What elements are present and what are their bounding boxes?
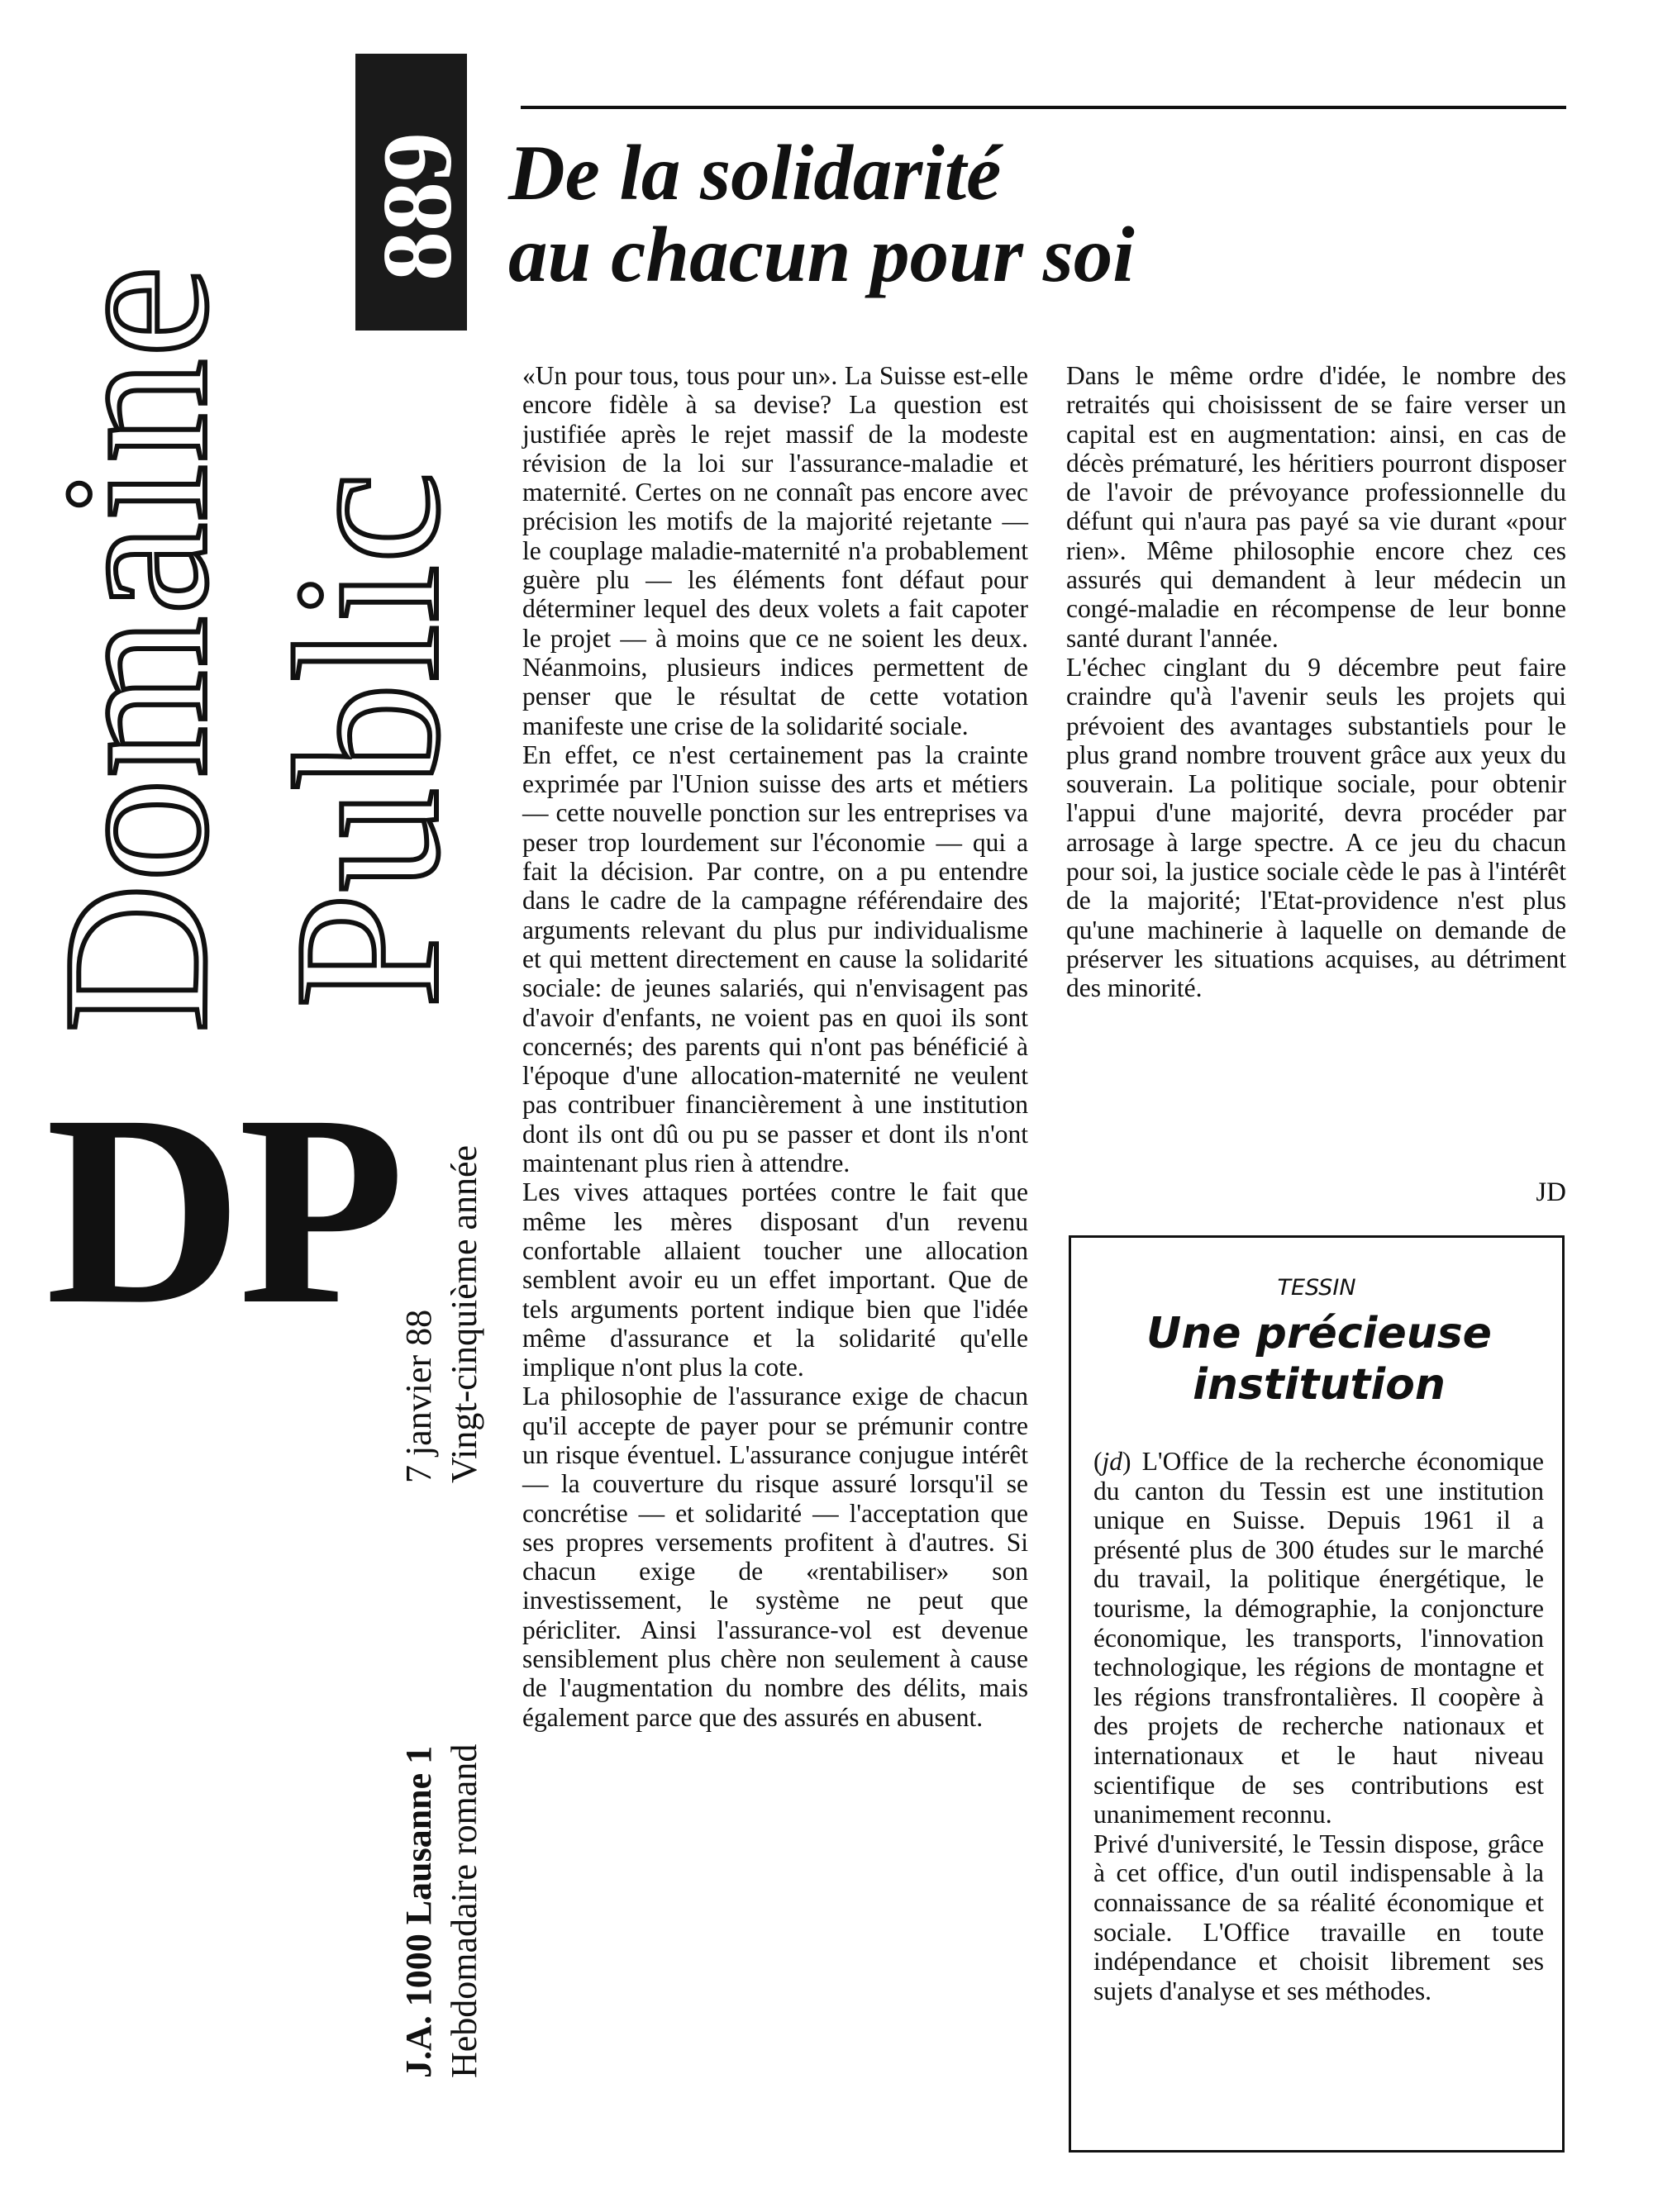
article-paragraph: Dans le même ordre d'idée, le nombre des retraités qui choisissent de se faire verser un capital est en augmentation: ainsi, en cas de décès prématuré, les héritiers pourront disposer de l'avoir de prévoyance professionnelle du défunt qui n'aura pas payé sa vie durant «pour rien». Même philosophie encore chez ces assurés qui demandent à leur médecin un congé-maladie en récompense de leur bonne santé durant l'année. [1066, 361, 1566, 653]
dp-logo: DP [45, 1059, 401, 1361]
article-column-1 [522, 361, 1028, 1732]
issue-number: 889 [362, 132, 472, 281]
sidebar-author: jd [1102, 1447, 1123, 1476]
sidebar-paragraph: Privé d'université, le Tessin dispose, grâce à cet office, d'un outil indispensable à la connaissance de sa réalité économique et sociale. L'Office travaille en toute indépendance et choisit librement ses sujets d'analyse et ses méthodes. [1093, 1829, 1544, 2005]
headline-line-1: De la solidarité [508, 129, 1002, 216]
sidebar-kicker: TESSIN [1277, 1275, 1356, 1301]
sidebar-paragraph: (jd) L'Office de la recherche économique du canton du Tessin est une institution unique en Suisse. Depuis 1961 il a présenté plus de 300 études sur le marché du travail, la politique énergétique, le tourisme, la démographie, la conjoncture économique, les transports, l'innovation technologique, les régions de montagne et les régions transfrontalières. Il coopère à des projets de recherche nationaux et internationaux et le haut niveau scientifique de ses contributions est unanimement reconnu. [1093, 1447, 1544, 1829]
article-signature: JD [1536, 1177, 1566, 1207]
article-paragraph: La philosophie de l'assurance exige de chacun qu'il accepte de payer pour se prémunir contre un risque éventuel. L'assurance conjugue intérêt — la couverture du risque assuré lorsqu'il se concrétise — et solidarité — l'acceptation que ses propres versements profitent à d'autres. Si chacun exige de «rentabiliser» son investissement, le système ne peut que péricliter. Ainsi l'assurance-vol est devenue sensiblement plus chère non seulement à cause de l'augmentation du nombre des délits, mais également parce que des assurés en abusent. [522, 1382, 1028, 1732]
sidebar-title-line-2: institution [1193, 1360, 1446, 1410]
article-paragraph: Les vives attaques portées contre le fait que même les mères disposant d'un revenu confortable allaient toucher une allocation semblent avoir eu un effet important. Que de tels arguments portent indique bien que l'idée même d'assurance et la solidarité qu'elle implique n'ont plus la cote. [522, 1177, 1028, 1382]
sidebar-paragraph-text: L'Office de la recherche économique du canton du Tessin est une institution unique en Suisse. Depuis 1961 il a présenté plus de 300 études sur le marché du travail, la politique énergétique, le tourisme, la démographie, la conjoncture économique, les transports, l'innovation technologique, les régions de montagne et les régions transfrontalières. Il coopère à des projets de recherche nationaux et internationaux et le haut niveau scientifique de ses contributions est unanimement reconnu. [1093, 1447, 1544, 1829]
headline-rule [521, 106, 1566, 109]
masthead-title-public: Public [253, 470, 482, 1008]
sidebar-body [1093, 1447, 1544, 2005]
issue-date: 7 janvier 88 [398, 1309, 439, 1483]
article-paragraph: En effet, ce n'est certainement pas la crainte exprimée par l'Union suisse des arts et métiers — cette nouvelle ponction sur les entreprises va peser trop lourdement sur l'économie — qui a fait la décision. Par contre, on a pu entendre dans le cadre de la campagne référendaire des arguments relevant du plus pur individualisme et qui mettent directement en cause la solidarité sociale: de jeunes salariés, qui n'envisagent pas d'avoir d'enfants, ne voient pas en quoi ils sont concernés; des parents qui n'ont pas bénéficié à l'époque d'une allocation-maternité ne veulent pas contribuer financièrement à une institution dont ils ont dû ou pu se passer et dont ils n'ont maintenant plus rien à attendre. [522, 740, 1028, 1178]
article-paragraph: L'échec cinglant du 9 décembre peut faire craindre qu'à l'avenir seuls les projets qui prévoient des avantages substantiels pour le plus grand nombre trouvent grâce aux yeux du souverain. La politique sociale, pour obtenir l'appui d'une majorité, devra procéder par arrosage à large spectre. A ce jeu du chacun pour soi, la justice sociale cède le pas à l'intérêt de la majorité; l'Etat-providence n'est plus qu'une machinerie à laquelle on demande de préserver les situations acquises, au détriment des minorité. [1066, 652, 1566, 1003]
headline-line-2: au chacun pour soi [508, 210, 1135, 298]
masthead-title-domaine: Domaine [21, 264, 250, 1033]
article-column-2 [1066, 361, 1566, 1003]
edition-line: J.A. 1000 Lausanne 1 [398, 1745, 439, 2078]
frequency-line: Hebdomadaire romand [444, 1743, 484, 2078]
sidebar-title-line-1: Une précieuse [1146, 1309, 1492, 1358]
article-headline [508, 129, 1583, 298]
issue-year: Vingt-cinquième année [444, 1144, 484, 1483]
article-paragraph: «Un pour tous, tous pour un». La Suisse est-elle encore fidèle à sa devise? La question est justifiée après le rejet massif de la modeste révision de la loi sur l'assurance-maladie et maternité. Certes on ne connaît pas encore avec précision les motifs de la majorité rejetante — le couplage maladie-maternité n'a probablement guère plu — les éléments font défaut pour déterminer lequel des deux volets a fait capoter le projet — à moins que ce ne soient les deux. Néanmoins, plusieurs indices permettent de penser que le résultat de cette votation manifeste une crise de la solidarité sociale. [522, 361, 1028, 740]
sidebar-title [1088, 1308, 1551, 1410]
sidebar-box [1069, 1235, 1565, 2153]
